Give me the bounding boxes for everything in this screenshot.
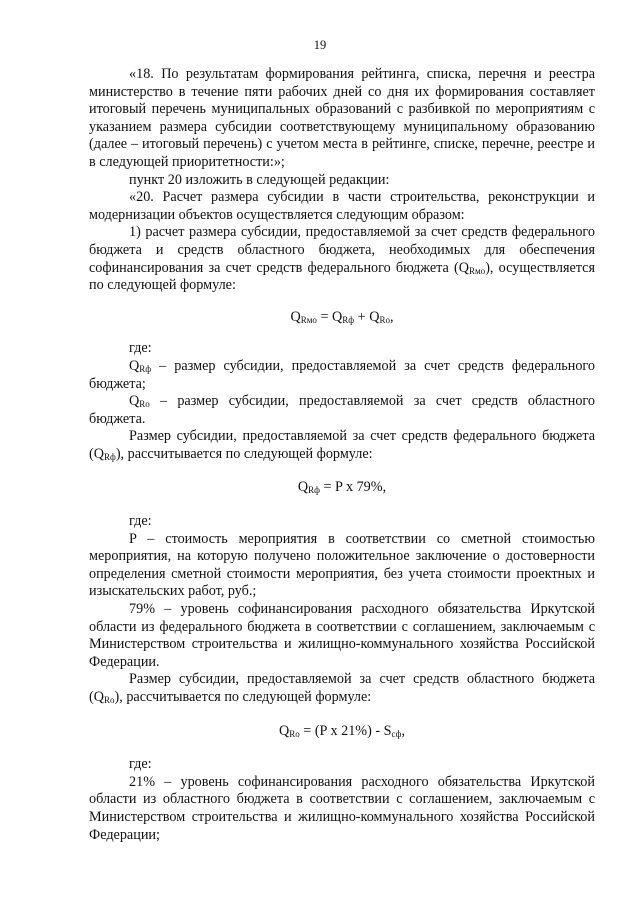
formula-total-subsidy: $Q_{Rмо} = Q_{Rф} + Q_{Ro}$,: [290, 308, 394, 325]
definition-79-percent: 79% – уровень софинансирования расходного обязательства Иркутской области из федерального бюджета в соответствии с соглашением, заключаемым с Министерством строительства и жилищно-коммунального хозяйства Российской Федерации.: [89, 601, 595, 670]
paragraph-18: «18. По результатам формирования рейтинга, списка, перечня и реестра министерство в течение пяти рабочих дней со дня их формирования составляет итоговый перечень муниципальных образований с разбивкой по мероприятиям с указанием размера субсидии соответствующему муниципальному образованию (далее – итоговый перечень) с учетом места в рейтинге, списке, перечне, реестре и в следующей приоритетности:»;: [89, 66, 595, 170]
paragraph-amendment: пункт 20 изложить в следующей редакции:: [129, 171, 390, 188]
where-label: где:: [129, 513, 152, 530]
paragraph-calc-1: 1) расчет размера субсидии, предоставляемой за счет средств федерального бюджета и средств областного бюджета, необходимых для обеспечения софинансирования за счет средств федерального бюджета $(Q_{Rмо})$, осуществляется по следующей формуле:: [89, 224, 596, 294]
where-label: где:: [129, 340, 152, 357]
definition-q-ro: $Q_{Ro}$ – размер субсидии, предоставляемой за счет средств областного бюджета.: [89, 393, 595, 427]
definition-21-percent: 21% – уровень софинансирования расходного обязательства Иркутской области из областного бюджета в соответствии с соглашением, заключаемым с Министерством строительства и жилищно-коммунального хозяйства Российской Федерации;: [89, 773, 595, 843]
paragraph-regional-size: Размер субсидии, предоставляемой за счет средств областного бюджета $(Q_{Ro})$, рассчитывается по следующей формуле:: [89, 671, 595, 705]
definition-p: P – стоимость мероприятия в соответствии со сметной стоимостью мероприятия, на которую получено положительное заключение о достоверности определения сметной стоимости мероприятия, без учета стоимости проектных и изыскательских работ, руб.;: [89, 530, 595, 600]
document-body: [89, 66, 595, 844]
page-number: 19: [313, 38, 327, 52]
paragraph-federal-size: Размер субсидии, предоставляемой за счет средств федерального бюджета $(Q_{Rф})$, рассчитывается по следующей формуле:: [89, 428, 595, 462]
definition-q-rf: $Q_{Rф}$ – размер субсидии, предоставляемой за счет средств федерального бюджета;: [89, 357, 595, 392]
formula-regional-subsidy: $Q_{Ro} = (P$ x $21\%) - S_{сф}$,: [278, 722, 406, 739]
formula-federal-subsidy: $Q_{Rф} = P$ x 79%,: [297, 479, 387, 496]
paragraph-20: «20. Расчет размера субсидии в части строительства, реконструкции и модернизации объектов осуществляется следующим образом:: [89, 189, 595, 223]
where-label: где:: [129, 756, 152, 773]
